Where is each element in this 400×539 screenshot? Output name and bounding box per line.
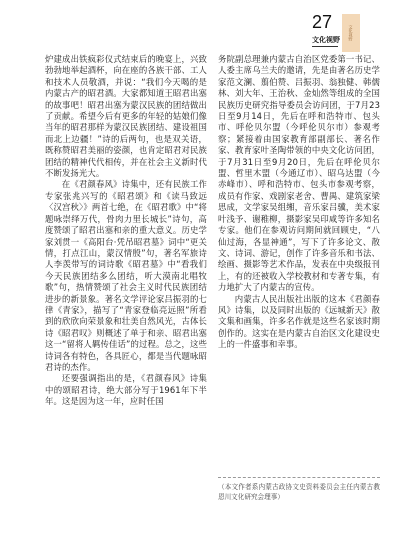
section-title: 文化视野	[312, 36, 340, 44]
footnote-divider	[218, 477, 380, 478]
left-column	[45, 54, 207, 408]
body-paragraph: 务院副总理兼内蒙古自治区党委第一书记、人委主席乌兰夫的邀请，先是由著名历史学家范文澜、翦伯赞、吕振羽、翁独健、韩儒林、刘大年、王治秋、金灿然等组成的全国民族历史研究指导委员会访问团，于7月23日至9月14日，先后在呼和浩特市、包头市、呼伦贝尔盟（今呼伦贝尔市）参观考察；紧接着由国家教育部副部长、著名作家、教育家叶圣陶带领的中央文化访问团，于7月31日至9月20日，先后在呼伦贝尔盟、哲里木盟（今通辽市）、昭乌达盟（今赤峰市）、呼和浩特市、包头市参观考察，成员有作家、戏剧家老舍、曹禺、建筑家梁思成，文学家吴组缃，音乐家吕骥，美术家叶浅予、谢稚柳，摄影家吴印咸等许多知名专家。他们在参观访问期间就回顾史，“八仙过海，各显神通”，写下了许多论文、散文、诗词、游记，创作了许多音乐和书法、绘画、摄影等艺术作品，发表在中央级报刊上，有的还被收入学校教材和专著专集，有力地扩大了内蒙古的宣传。	[218, 54, 380, 293]
page-header	[300, 12, 370, 56]
section-tab-label: 文化视野	[348, 25, 354, 41]
author-footnote: （本文作者系内蒙古政协文史资料委员会主任内蒙古教恩川文化研究会理事）	[218, 483, 380, 501]
body-paragraph: 在《君颜春风》诗集中，还有民族工作专家张兆兴写的《昭君颂》和《读马致远〈汉宫秋〉》两首七绝，在《昭君歌》中“将题咏崇绎万代，骨肉力里长城长”诗句，高度赞颂了昭君出塞和亲的重大意义。历史学家刘贯一《高阳台·凭吊昭君墓》词中“更关情，打点江山，蒙汉情殷”句，著名军旅诗人李羡带写的词诗歌《昭君墓》中“看我们今天民族团结多么团结，听大漠南北唱牧歌”句，热情赞颂了社会主义时代民族团结进步的新景象。著名文学评论家吕振羽的七律《青家》，描写了“青家登临亮远照”所看到的欣欣向荣景象和壮美自然风光，古体长诗《昭君叹》则概述了单于和亲、昭君出塞这一“留将人羁传佳话”的过程。总之，这些诗词各有特色，各具匠心，都是当代题咏昭君诗的杰作。	[45, 179, 207, 372]
right-column	[218, 54, 380, 351]
body-paragraph: 炉建成出铁疯彩仪式结束后的晚宴上，兴致勃勃地举起酒杯，向在座的各族干部、工人和技术人员敬酒，并说：“我们今天喝的是内蒙古产的昭君酒。大家都知道王昭君出塞的故事吧！昭君出塞为蒙汉民族的团结做出了贡献。希望今后有更多的年轻的姑娘们像当年的昭君那样为蒙汉民族团结、建设祖国而北上边疆！”诗的后两句，也是双关语，既称赞昭君美丽的姿颜，也肯定昭君对民族团结的精神代代相传，并在社会主义新时代不断发扬光大。	[45, 54, 207, 179]
section-tab	[342, 14, 360, 52]
page-number: 27	[312, 12, 333, 32]
body-paragraph: 内蒙古人民出版社出版的这本《君颜春风》诗集，以及同时出版的《远城新天》散文集和画集，许多名作就是这些名家该时期创作的。这实在是内蒙古自治区文化建设史上的一件盛事和幸事。	[218, 293, 380, 350]
body-paragraph: 还要强调指出的是，《君颜春风》诗集中的颂昭君诗，绝大部分写于1961年下半年。这是因为这一年，应时任国	[45, 373, 207, 407]
header-rule	[312, 46, 338, 47]
